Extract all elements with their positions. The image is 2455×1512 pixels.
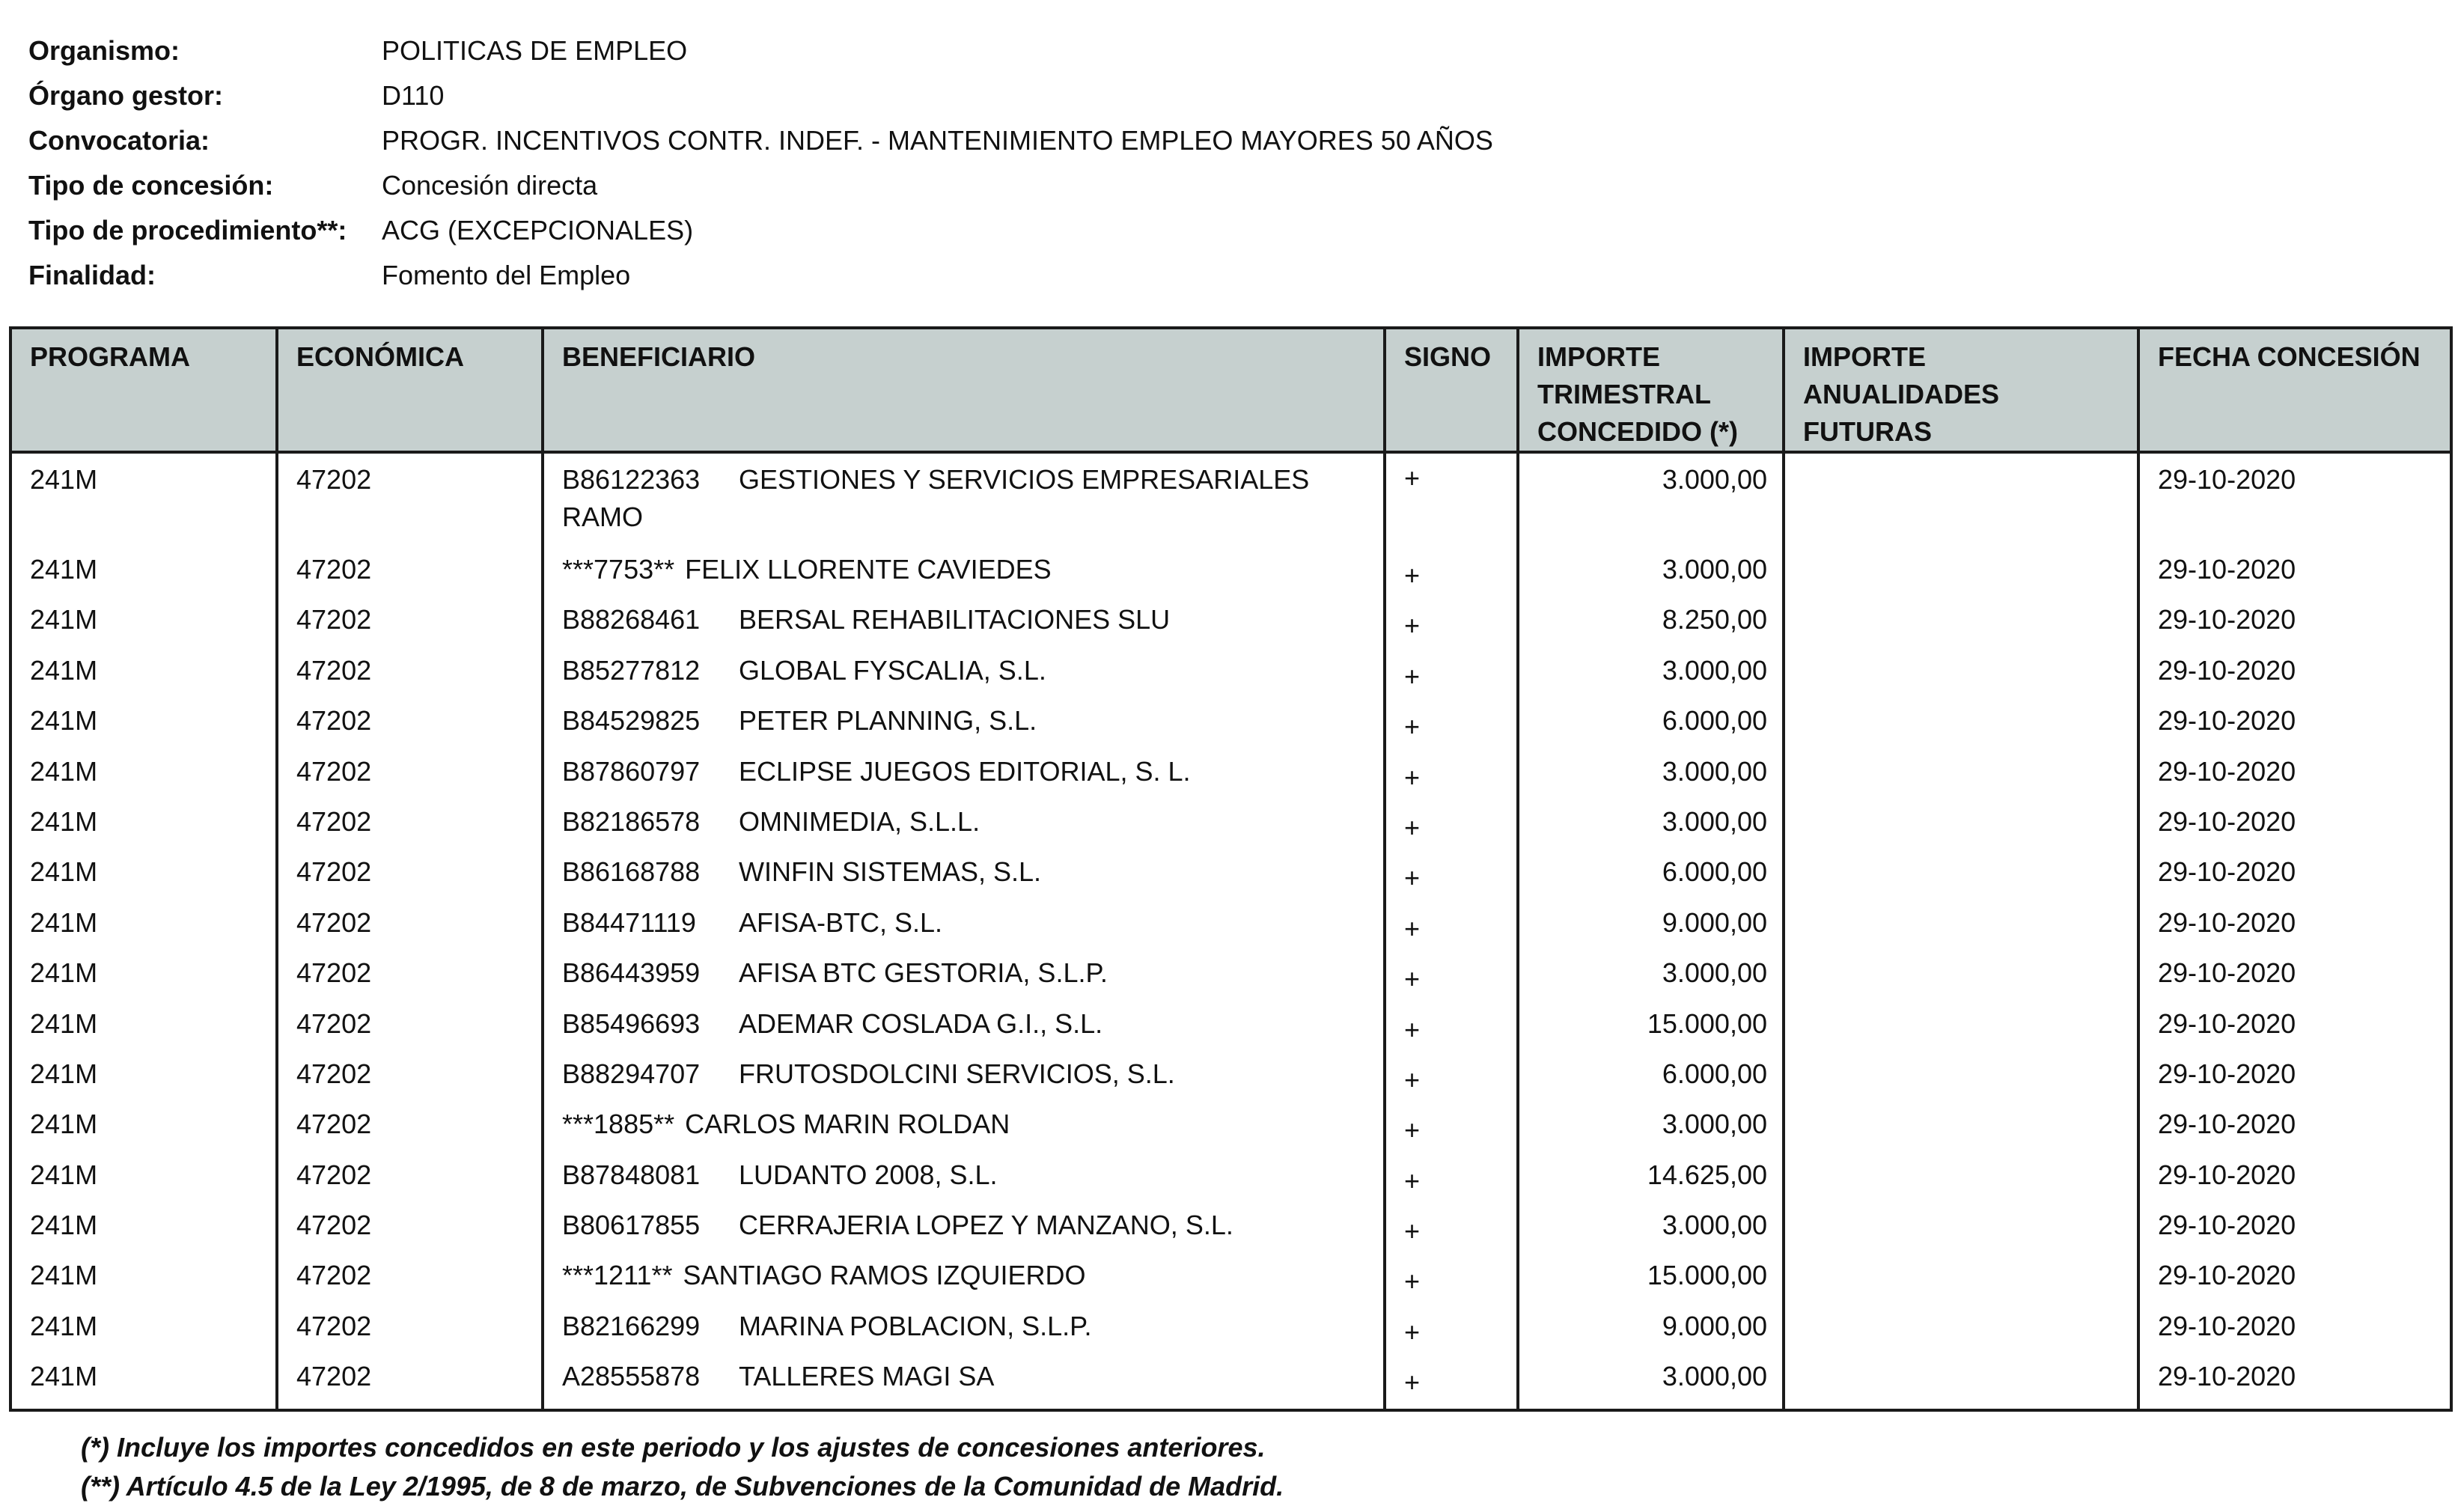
cell-fecha-concesion: 29-10-2020 — [2138, 1257, 2451, 1307]
beneficiary-id: B87860797 — [562, 755, 701, 787]
cell-importe-trimestral: 3.000,00 — [1518, 1358, 1784, 1408]
cell-importe-anualidades — [1784, 1055, 2138, 1106]
cell-importe-anualidades — [1784, 551, 2138, 601]
beneficiary-name: LUDANTO 2008, S.L. — [739, 1159, 998, 1190]
cell-importe-trimestral: 3.000,00 — [1518, 753, 1784, 803]
header-importe-trimestral: IMPORTE TRIMESTRAL CONCEDIDO (*) — [1518, 328, 1784, 452]
cell-signo: + — [1385, 652, 1518, 702]
footnote: (*) Incluye los importes concedidos en este periodo y los ajustes de concesiones anteriores. — [81, 1432, 1266, 1463]
cell-programa: 241M — [30, 1361, 98, 1392]
cell-economica: 47202 — [277, 1156, 543, 1207]
table-row — [10, 1156, 2451, 1207]
beneficiary-id: B82186578 — [562, 805, 701, 837]
cell-programa: 241M — [30, 1058, 98, 1089]
meta-value: D110 — [382, 80, 445, 111]
header-beneficiario: BENEFICIARIO — [543, 328, 1385, 452]
cell-importe-trimestral: 14.625,00 — [1518, 1156, 1784, 1207]
meta-value: POLITICAS DE EMPLEO — [382, 35, 688, 66]
beneficiary-name: SANTIAGO RAMOS IZQUIERDO — [683, 1260, 1086, 1291]
cell-importe-trimestral: 6.000,00 — [1518, 702, 1784, 752]
cell-economica: 47202 — [277, 954, 543, 1005]
cell-fecha-concesion: 29-10-2020 — [2138, 1005, 2451, 1055]
meta-row-tipo-procedimiento — [28, 208, 1493, 253]
cell-fecha-concesion: 29-10-2020 — [2138, 954, 2451, 1005]
empty-cell — [1518, 1409, 1784, 1410]
cell-importe-anualidades — [1784, 853, 2138, 903]
cell-beneficiario — [543, 1156, 1385, 1207]
cell-importe-anualidades — [1784, 954, 2138, 1005]
cell-economica: 47202 — [277, 1257, 543, 1307]
beneficiary-id: B86122363 — [562, 464, 701, 495]
beneficiary-id: ***1211** — [562, 1260, 673, 1291]
cell-importe-anualidades — [1784, 601, 2138, 651]
empty-cell — [2138, 1409, 2451, 1410]
cell-importe-anualidades — [1784, 1257, 2138, 1307]
beneficiary-id: B85277812 — [562, 654, 701, 686]
cell-beneficiario — [543, 452, 1385, 551]
cell-importe-trimestral: 6.000,00 — [1518, 1055, 1784, 1106]
cell-importe-trimestral: 3.000,00 — [1518, 803, 1784, 853]
cell-programa: 241M — [30, 464, 98, 495]
cell-signo: + — [1385, 702, 1518, 752]
empty-cell — [543, 1409, 1385, 1410]
table-row — [10, 1257, 2451, 1307]
beneficiary-id: B80617855 — [562, 1210, 701, 1241]
cell-importe-trimestral: 15.000,00 — [1518, 1257, 1784, 1307]
cell-beneficiario — [543, 753, 1385, 803]
header-fecha-concesion: FECHA CONCESIÓN — [2138, 328, 2451, 452]
cell-signo: + — [1385, 853, 1518, 903]
empty-cell — [10, 1409, 277, 1410]
cell-importe-trimestral: 15.000,00 — [1518, 1005, 1784, 1055]
cell-fecha-concesion: 29-10-2020 — [2138, 702, 2451, 752]
cell-beneficiario — [543, 1106, 1385, 1156]
cell-importe-anualidades — [1784, 1106, 2138, 1156]
cell-programa: 241M — [30, 957, 98, 989]
cell-signo: + — [1385, 1257, 1518, 1307]
header-programa: PROGRAMA — [10, 328, 277, 452]
cell-fecha-concesion: 29-10-2020 — [2138, 753, 2451, 803]
meta-row-tipo-concesion — [28, 163, 1493, 208]
meta-label: Tipo de concesión: — [28, 170, 274, 201]
cell-programa: 241M — [30, 805, 98, 837]
cell-programa: 241M — [30, 1310, 98, 1341]
beneficiary-name: FELIX LLORENTE CAVIEDES — [685, 554, 1052, 585]
meta-label: Finalidad: — [28, 260, 156, 290]
cell-importe-anualidades — [1784, 1358, 2138, 1408]
cell-programa: 241M — [30, 1210, 98, 1241]
cell-fecha-concesion: 29-10-2020 — [2138, 1207, 2451, 1257]
cell-signo: + — [1385, 1358, 1518, 1408]
beneficiary-id: B85496693 — [562, 1008, 701, 1039]
beneficiary-name: GLOBAL FYSCALIA, S.L. — [739, 654, 1046, 686]
cell-economica: 47202 — [277, 1106, 543, 1156]
cell-programa: 241M — [30, 1109, 98, 1140]
beneficiary-name: AFISA-BTC, S.L. — [739, 906, 943, 938]
table-row — [10, 1106, 2451, 1156]
beneficiary-name: CARLOS MARIN ROLDAN — [685, 1109, 1010, 1140]
header-economica: ECONÓMICA — [277, 328, 543, 452]
beneficiary-name: ADEMAR COSLADA G.I., S.L. — [739, 1008, 1103, 1039]
cell-signo: + — [1385, 954, 1518, 1005]
cell-signo: + — [1385, 803, 1518, 853]
cell-signo: + — [1385, 1005, 1518, 1055]
cell-economica: 47202 — [277, 1207, 543, 1257]
beneficiary-name: FRUTOSDOLCINI SERVICIOS, S.L. — [739, 1058, 1175, 1089]
table-row — [10, 1005, 2451, 1055]
cell-economica: 47202 — [277, 803, 543, 853]
cell-importe-trimestral: 3.000,00 — [1518, 954, 1784, 1005]
cell-importe-anualidades — [1784, 1005, 2138, 1055]
beneficiary-id: B84529825 — [562, 705, 701, 737]
cell-fecha-concesion: 29-10-2020 — [2138, 452, 2451, 551]
cell-signo: + — [1385, 1207, 1518, 1257]
beneficiary-name: GESTIONES Y SERVICIOS EMPRESARIALES RAMO — [562, 464, 1310, 532]
cell-programa: 241M — [30, 906, 98, 938]
table-row — [10, 1358, 2451, 1408]
meta-label: Órgano gestor: — [28, 80, 224, 111]
cell-beneficiario — [543, 551, 1385, 601]
beneficiary-id: B82166299 — [562, 1310, 701, 1341]
cell-fecha-concesion: 29-10-2020 — [2138, 1308, 2451, 1358]
beneficiary-name: BERSAL REHABILITACIONES SLU — [739, 604, 1171, 635]
cell-economica: 47202 — [277, 904, 543, 954]
cell-economica: 47202 — [277, 702, 543, 752]
cell-economica: 47202 — [277, 452, 543, 551]
cell-importe-trimestral: 9.000,00 — [1518, 904, 1784, 954]
beneficiary-id: B84471119 — [562, 906, 696, 938]
table-row — [10, 803, 2451, 853]
empty-cell — [277, 1409, 543, 1410]
footnote: (**) Artículo 4.5 de la Ley 2/1995, de 8 de marzo, de Subvenciones de la Comunidad de Madrid. — [81, 1471, 1284, 1502]
cell-fecha-concesion: 29-10-2020 — [2138, 601, 2451, 651]
cell-programa: 241M — [30, 654, 98, 686]
cell-fecha-concesion: 29-10-2020 — [2138, 853, 2451, 903]
meta-row-organismo — [28, 28, 1493, 73]
meta-label: Tipo de procedimiento**: — [28, 215, 347, 246]
footnotes — [81, 1428, 1284, 1506]
meta-value: Concesión directa — [382, 170, 598, 201]
table-row — [10, 1308, 2451, 1358]
cell-beneficiario — [543, 803, 1385, 853]
cell-importe-anualidades — [1784, 652, 2138, 702]
cell-signo: + — [1385, 1106, 1518, 1156]
cell-beneficiario — [543, 702, 1385, 752]
cell-signo: + — [1385, 1156, 1518, 1207]
beneficiary-id: ***7753** — [562, 554, 675, 585]
cell-signo: + — [1385, 753, 1518, 803]
cell-fecha-concesion: 29-10-2020 — [2138, 803, 2451, 853]
table-row — [10, 601, 2451, 651]
beneficiary-name: WINFIN SISTEMAS, S.L. — [739, 856, 1042, 888]
table-row — [10, 954, 2451, 1005]
beneficiary-name: PETER PLANNING, S.L. — [739, 705, 1037, 737]
cell-programa: 241M — [30, 1260, 98, 1291]
cell-signo: + — [1385, 904, 1518, 954]
cell-economica: 47202 — [277, 652, 543, 702]
cell-economica: 47202 — [277, 1358, 543, 1408]
cell-signo: + — [1385, 1055, 1518, 1106]
beneficiary-id: ***1885** — [562, 1109, 675, 1140]
table-row — [10, 652, 2451, 702]
cell-importe-trimestral: 8.250,00 — [1518, 601, 1784, 651]
beneficiary-name: MARINA POBLACION, S.L.P. — [739, 1310, 1092, 1341]
beneficiary-id: B88268461 — [562, 604, 701, 635]
cell-importe-trimestral: 3.000,00 — [1518, 551, 1784, 601]
cell-beneficiario — [543, 954, 1385, 1005]
cell-beneficiario — [543, 853, 1385, 903]
cell-signo: + — [1385, 601, 1518, 651]
cell-importe-trimestral: 6.000,00 — [1518, 853, 1784, 903]
cell-importe-anualidades — [1784, 803, 2138, 853]
cell-programa: 241M — [30, 1159, 98, 1190]
cell-importe-anualidades — [1784, 1207, 2138, 1257]
header-signo: SIGNO — [1385, 328, 1518, 452]
cell-beneficiario — [543, 652, 1385, 702]
header-importe-anualidades: IMPORTE ANUALIDADES FUTURAS — [1784, 328, 2138, 452]
cell-economica: 47202 — [277, 551, 543, 601]
table-row — [10, 853, 2451, 903]
cell-importe-anualidades — [1784, 753, 2138, 803]
cell-economica: 47202 — [277, 853, 543, 903]
cell-importe-anualidades — [1784, 452, 2138, 551]
cell-fecha-concesion: 29-10-2020 — [2138, 652, 2451, 702]
cell-importe-trimestral: 3.000,00 — [1518, 1207, 1784, 1257]
cell-fecha-concesion: 29-10-2020 — [2138, 1156, 2451, 1207]
cell-beneficiario — [543, 1257, 1385, 1307]
cell-fecha-concesion: 29-10-2020 — [2138, 1358, 2451, 1408]
cell-importe-trimestral: 9.000,00 — [1518, 1308, 1784, 1358]
table-header-row — [10, 328, 2451, 452]
meta-value: ACG (EXCEPCIONALES) — [382, 215, 694, 246]
document-meta — [28, 28, 1493, 298]
cell-beneficiario — [543, 1358, 1385, 1408]
cell-signo: + — [1385, 551, 1518, 601]
table-row — [10, 1207, 2451, 1257]
cell-programa: 241M — [30, 1008, 98, 1039]
table-row — [10, 1055, 2451, 1106]
beneficiary-name: TALLERES MAGI SA — [739, 1361, 995, 1392]
cell-signo: + — [1385, 452, 1518, 551]
grants-table — [9, 326, 2453, 1412]
beneficiary-id: B86443959 — [562, 957, 701, 989]
cell-importe-anualidades — [1784, 1156, 2138, 1207]
cell-importe-trimestral: 3.000,00 — [1518, 1106, 1784, 1156]
cell-programa: 241M — [30, 755, 98, 787]
cell-beneficiario — [543, 1207, 1385, 1257]
cell-fecha-concesion: 29-10-2020 — [2138, 904, 2451, 954]
meta-label: Organismo: — [28, 35, 180, 66]
beneficiary-name: AFISA BTC GESTORIA, S.L.P. — [739, 957, 1108, 989]
beneficiary-name: CERRAJERIA LOPEZ Y MANZANO, S.L. — [739, 1210, 1233, 1241]
meta-row-finalidad — [28, 253, 1493, 298]
cell-importe-trimestral: 3.000,00 — [1518, 652, 1784, 702]
meta-value: PROGR. INCENTIVOS CONTR. INDEF. - MANTENIMIENTO EMPLEO MAYORES 50 AÑOS — [382, 125, 1493, 156]
cell-economica: 47202 — [277, 601, 543, 651]
meta-row-convocatoria — [28, 118, 1493, 163]
cell-economica: 47202 — [277, 1005, 543, 1055]
beneficiary-name: OMNIMEDIA, S.L.L. — [739, 805, 981, 837]
table-row — [10, 702, 2451, 752]
cell-economica: 47202 — [277, 1055, 543, 1106]
cell-importe-anualidades — [1784, 702, 2138, 752]
table-row — [10, 452, 2451, 551]
cell-beneficiario — [543, 1308, 1385, 1358]
cell-beneficiario — [543, 1005, 1385, 1055]
cell-programa: 241M — [30, 554, 98, 585]
table-row — [10, 904, 2451, 954]
cell-beneficiario — [543, 601, 1385, 651]
meta-label: Convocatoria: — [28, 125, 210, 156]
cell-programa: 241M — [30, 705, 98, 737]
cell-fecha-concesion: 29-10-2020 — [2138, 551, 2451, 601]
cell-economica: 47202 — [277, 1308, 543, 1358]
table-filler-row — [10, 1409, 2451, 1410]
cell-beneficiario — [543, 904, 1385, 954]
beneficiary-name: ECLIPSE JUEGOS EDITORIAL, S. L. — [739, 755, 1191, 787]
beneficiary-id: B86168788 — [562, 856, 701, 888]
table-row — [10, 753, 2451, 803]
meta-value: Fomento del Empleo — [382, 260, 631, 290]
cell-programa: 241M — [30, 856, 98, 888]
beneficiary-id: A28555878 — [562, 1361, 701, 1392]
cell-beneficiario — [543, 1055, 1385, 1106]
table-row — [10, 551, 2451, 601]
cell-fecha-concesion: 29-10-2020 — [2138, 1055, 2451, 1106]
meta-row-organo-gestor — [28, 73, 1493, 118]
cell-importe-anualidades — [1784, 1308, 2138, 1358]
beneficiary-id: B87848081 — [562, 1159, 701, 1190]
cell-fecha-concesion: 29-10-2020 — [2138, 1106, 2451, 1156]
beneficiary-id: B88294707 — [562, 1058, 701, 1089]
cell-economica: 47202 — [277, 753, 543, 803]
cell-programa: 241M — [30, 604, 98, 635]
cell-signo: + — [1385, 1308, 1518, 1358]
empty-cell — [1385, 1409, 1518, 1410]
cell-importe-anualidades — [1784, 904, 2138, 954]
table-body — [10, 452, 2451, 1410]
empty-cell — [1784, 1409, 2138, 1410]
cell-importe-trimestral: 3.000,00 — [1518, 452, 1784, 551]
